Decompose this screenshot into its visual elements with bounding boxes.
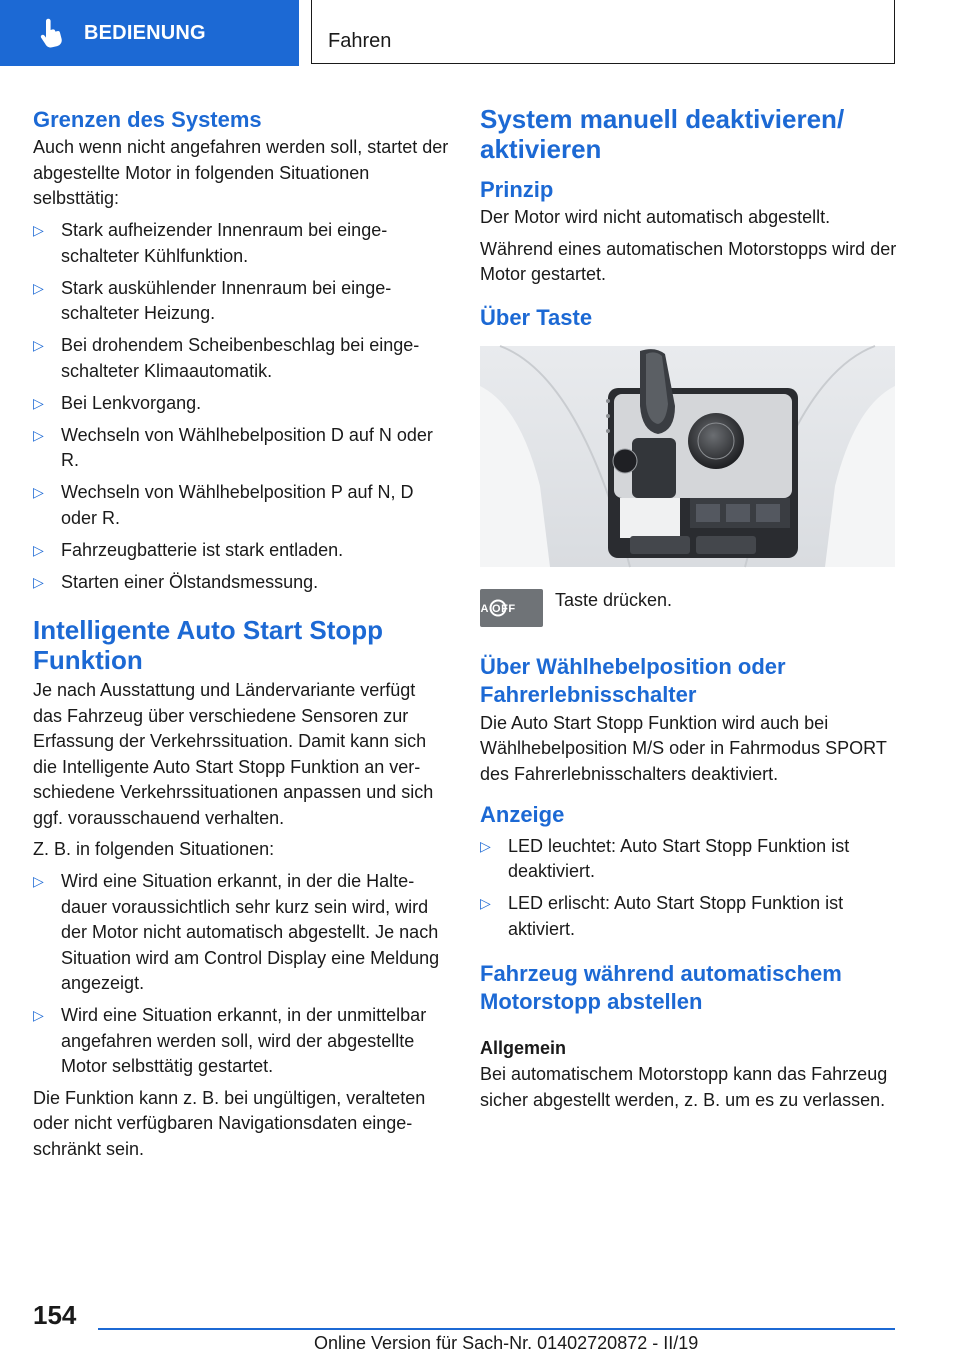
intelligente-lead: Z. B. in folgenden Situationen: — [33, 839, 275, 859]
center-console-photo — [480, 346, 895, 567]
triangle-bullet-icon: ▷ — [33, 873, 44, 889]
heading-grenzen: Grenzen des Systems — [33, 107, 262, 132]
list-item: ▷ Wechseln von Wählhebelposition D auf N oder R. — [33, 424, 433, 470]
heading-intelligente: Intelligente Auto Start Stopp Funktion — [33, 615, 384, 675]
list-item: ▷ Fahrzeugbatterie ist stark entladen. — [33, 538, 449, 564]
grenzen-list — [33, 218, 449, 595]
list-item: ▷ Stark auskühlender Innenraum bei eingeschalteter Heizung. — [33, 277, 392, 323]
button-label: A OFF — [479, 602, 516, 615]
triangle-bullet-icon: ▷ — [33, 484, 44, 500]
page-number: 154 — [33, 1300, 77, 1330]
triangle-bullet-icon: ▷ — [33, 573, 44, 590]
taste-row — [480, 589, 900, 627]
footer-text: Online Version für Sach-Nr. 01402720872 - II/19 — [314, 1333, 699, 1353]
triangle-bullet-icon: ▷ — [480, 837, 491, 854]
triangle-bullet-icon: ▷ — [33, 426, 44, 443]
section-tab — [0, 0, 299, 66]
triangle-bullet-icon: ▷ — [33, 394, 44, 411]
allgemein-text: Bei automatischem Motorstopp kann das Fahrzeug sicher abgestellt werden, z. B. um es zu verlassen. — [480, 1064, 888, 1110]
hand-pointer-icon — [38, 19, 64, 47]
list-item: ▷ Wechseln von Wählhebelposition P auf N, D oder R. — [33, 482, 414, 528]
chapter-box — [311, 0, 895, 64]
list-item: ▷ LED erlischt: Auto Start Stopp Funktion ist aktiviert. — [480, 893, 844, 939]
heading-prinzip: Prinzip — [480, 177, 554, 202]
heading-ueber-taste: Über Taste — [480, 304, 593, 330]
heading-waehlhebel: Über Wählhebelposition oder Fahrerlebnisschalter — [480, 653, 786, 707]
right-column — [480, 100, 900, 1113]
list-item: ▷ Stark aufheizender Innenraum bei eingeschalteter Kühlfunktion. — [33, 220, 388, 266]
auto-start-stop-off-icon — [480, 589, 543, 627]
heading-anzeige: Anzeige — [480, 802, 565, 827]
triangle-bullet-icon: ▷ — [33, 541, 44, 558]
list-item: ▷ Bei Lenkvorgang. — [33, 391, 449, 417]
triangle-bullet-icon: ▷ — [33, 337, 44, 353]
list-item: ▷ Starten einer Ölstandsmessung. — [33, 570, 449, 596]
grenzen-intro: Auch wenn nicht angefahren werden soll, startet der abgestellte Motor in folgenden Situationen selbsttätig: — [33, 137, 449, 208]
list-item: ▷ Bei drohendem Scheibenbeschlag bei eingeschalteter Klimaautomatik. — [33, 335, 420, 381]
heading-allgemein: Allgemein — [480, 1038, 567, 1058]
anzeige-list — [480, 834, 900, 943]
triangle-bullet-icon: ▷ — [33, 222, 44, 238]
triangle-bullet-icon: ▷ — [33, 1007, 44, 1023]
heading-system-manuell: System manuell deaktivieren/ aktivieren — [480, 104, 845, 164]
list-item: ▷ Wird eine Situation erkannt, in der die Haltedauer voraussichtlich sehr kurz sein wird, wird der Motor nicht automatisch abgestellt. Je nach Situation wird am Control Display eine Meldung angezeigt. — [33, 871, 440, 993]
chapter-label: Fahren — [328, 30, 392, 52]
footer-divider — [98, 1328, 895, 1330]
left-column — [33, 100, 449, 1162]
prinzip-p1: Der Motor wird nicht automatisch abgestellt. — [480, 207, 831, 227]
list-item: ▷ Wird eine Situation erkannt, in der unmittelbar angefahren werden soll, wird der abgestellte Motor selbsttätig gestartet. — [33, 1005, 427, 1076]
triangle-bullet-icon: ▷ — [480, 895, 491, 911]
triangle-bullet-icon: ▷ — [33, 279, 44, 296]
list-item: ▷ LED leuchtet: Auto Start Stopp Funktion ist deaktiviert. — [480, 835, 850, 881]
prinzip-p2: Während eines automatischen Motorstopps wird der Motor gestartet. — [480, 238, 897, 284]
intelligente-paragraph: Je nach Ausstattung und Ländervariante verfügt das Fahrzeug über verschiedene Sensoren zur Erfassung der Verkehrssituation. Damit kann sich die Intelligente Auto Start Stopp Funktion an verschiedene Verkehrssituationen anpassen und sich ggf. vorausschauend verhalten. — [33, 680, 434, 828]
intelligente-list — [33, 869, 449, 1080]
taste-text: Taste drücken. — [555, 589, 673, 610]
waehl-text: Die Auto Start Stopp Funktion wird auch bei Wählhebelposition M/S oder in Fahrmodus SPORT des Fahrerlebnisschalters deaktiviert. — [480, 712, 887, 784]
intelligente-closing: Die Funktion kann z. B. bei ungültigen, veralteten oder nicht verfügbaren Navigationsdaten eingeschränkt sein. — [33, 1087, 426, 1159]
page-header — [0, 0, 960, 66]
section-label: BEDIENUNG — [84, 21, 206, 44]
heading-abstellen: Fahrzeug während automatischem Motorstopp abstellen — [480, 961, 842, 1014]
